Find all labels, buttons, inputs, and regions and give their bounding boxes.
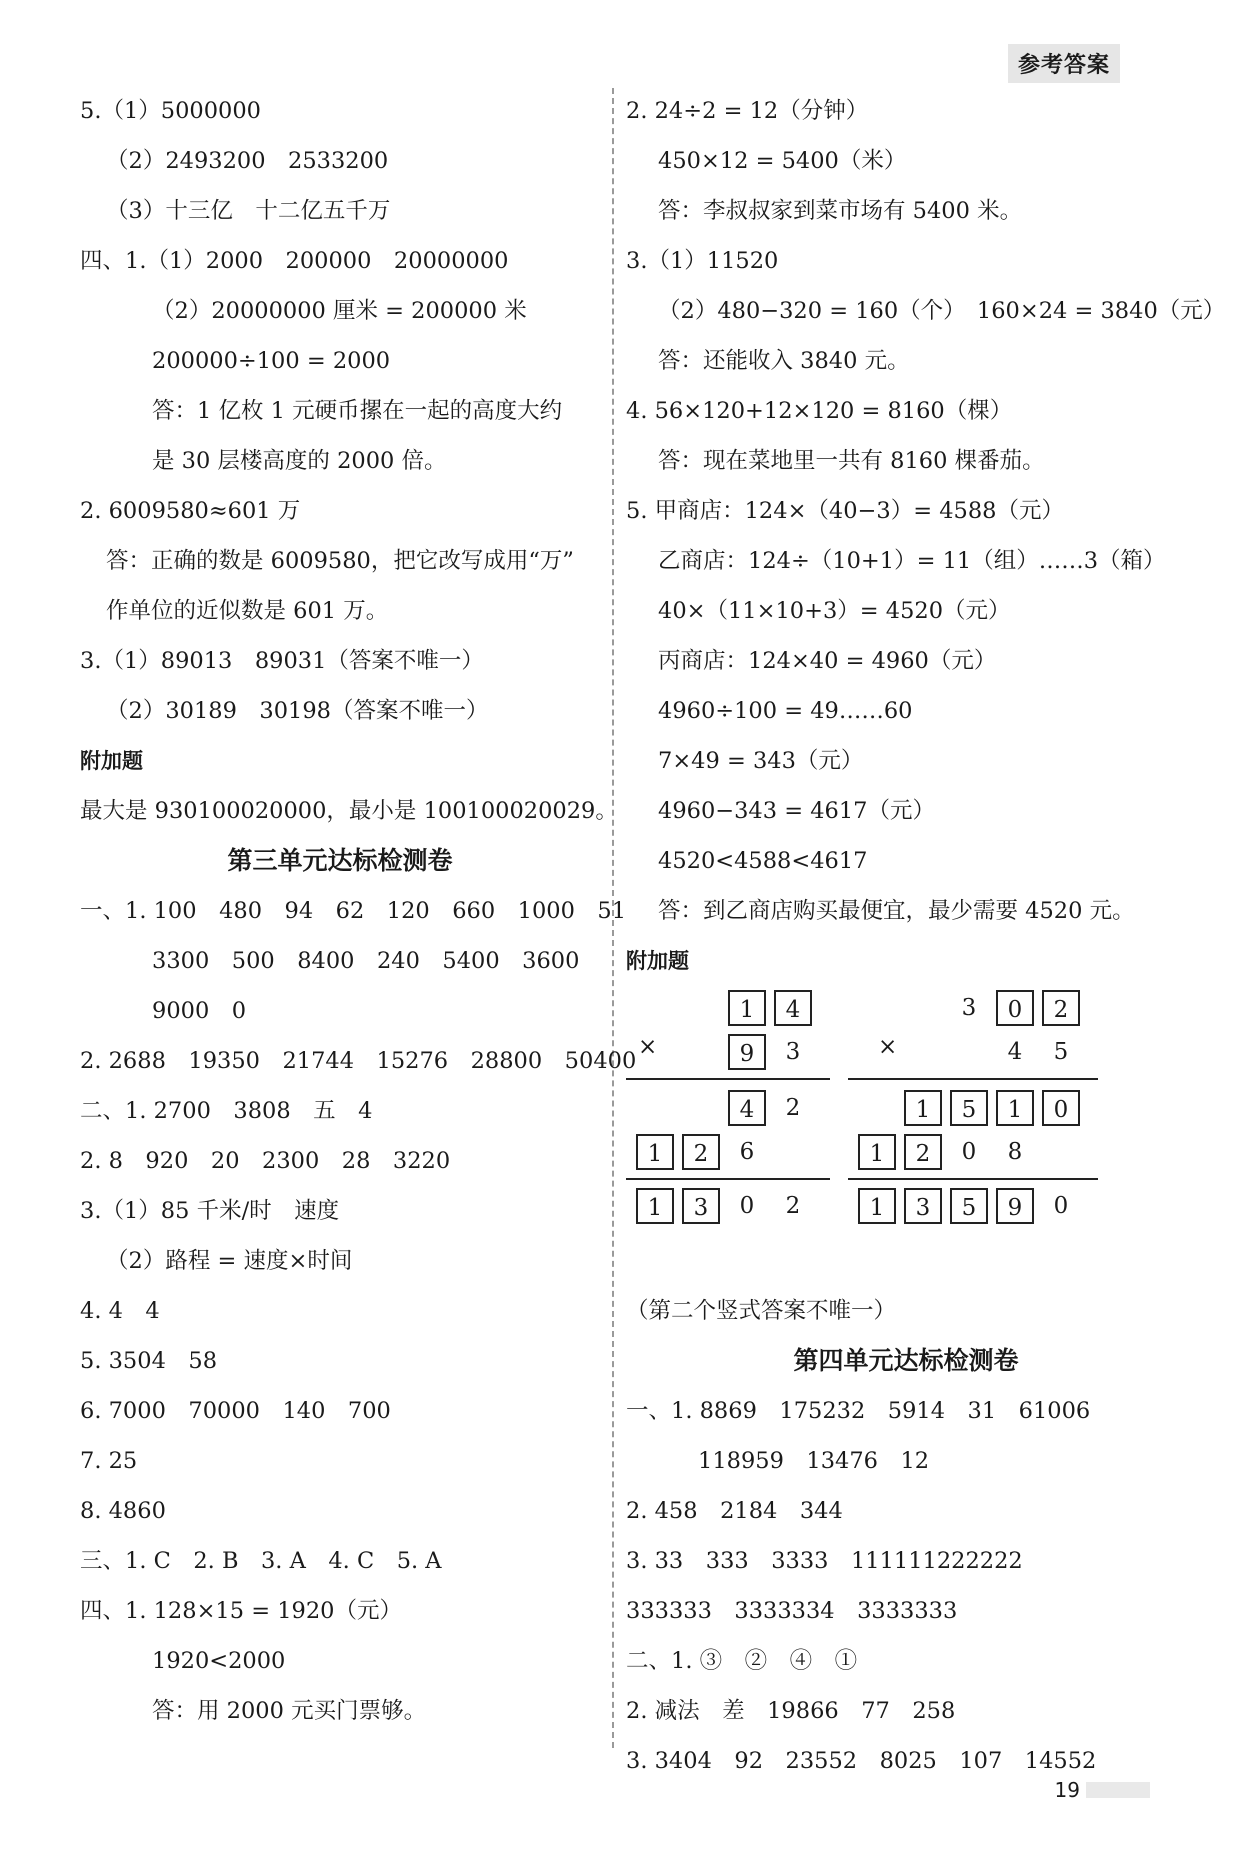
digit-box: 0 [996, 990, 1034, 1026]
digit-box: 5 [950, 1188, 988, 1224]
answer-line: 3.（1）11520 [626, 248, 779, 274]
answer-line: 333333 3333334 3333333 [626, 1598, 958, 1624]
answer-line: 是 30 层楼高度的 2000 倍。 [152, 448, 447, 474]
digit: 0 [1053, 1193, 1069, 1219]
answer-line: 答：用 2000 元买门票够。 [152, 1698, 427, 1724]
answer-line: 1920<2000 [152, 1648, 286, 1674]
rule-line [626, 1078, 830, 1080]
answer-line: 118959 13476 12 [698, 1448, 930, 1474]
answer-line: 2. 8 920 20 2300 28 3220 [80, 1148, 451, 1174]
answer-line: （2）30189 30198（答案不唯一） [106, 698, 489, 724]
answer-line: 6. 7000 70000 140 700 [80, 1398, 391, 1424]
answer-line: 200000÷100 = 2000 [152, 348, 391, 374]
puzzle-1 [626, 986, 836, 1286]
page-footer-decoration [1086, 1782, 1150, 1798]
digit-box: 1 [858, 1188, 896, 1224]
answer-line: 3.（1）89013 89031（答案不唯一） [80, 648, 484, 674]
times-sign: × [638, 1034, 658, 1060]
puzzle-note: （第二个竖式答案不唯一） [626, 1298, 897, 1324]
right-column [626, 86, 1226, 1786]
digit: 3 [961, 995, 977, 1021]
unit3-title: 第三单元达标检测卷 [227, 846, 453, 875]
digit-box: 0 [1042, 1090, 1080, 1126]
answer-line: 二、1. 2700 3808 五 4 [80, 1098, 373, 1124]
answer-line: （3）十三亿 十二亿五千万 [106, 198, 391, 224]
digit-box: 4 [728, 1090, 766, 1126]
answer-line: 4960÷100 = 49……60 [658, 698, 913, 724]
digit: 6 [739, 1139, 755, 1165]
answer-line: 2. 6009580≈601 万 [80, 498, 301, 524]
answer-line: 2. 24÷2 = 12（分钟） [626, 98, 869, 124]
digit-box: 4 [774, 990, 812, 1026]
answer-line: 3.（1）85 千米/时 速度 [80, 1198, 340, 1224]
answer-line: 答：还能收入 3840 元。 [658, 348, 910, 374]
answer-line: 答：1 亿枚 1 元硬币摞在一起的高度大约 [152, 398, 563, 424]
digit-box: 2 [904, 1134, 942, 1170]
answer-line: 40×（11×10+3）= 4520（元） [658, 598, 1011, 624]
answer-line: 二、1. ③ ② ④ ① [626, 1648, 858, 1674]
page-number: 19 [1054, 1778, 1080, 1802]
answer-line: 乙商店：124÷（10+1）= 11（组）……3（箱） [658, 548, 1166, 574]
digit-box: 1 [996, 1090, 1034, 1126]
rule-line [848, 1078, 1098, 1080]
answer-line: 四、1.（1）2000 200000 20000000 [80, 248, 509, 274]
answer-line: 答：正确的数是 6009580，把它改写成用“万” [106, 548, 574, 574]
answer-line: （2）20000000 厘米 = 200000 米 [152, 298, 527, 324]
digit-box: 9 [728, 1034, 766, 1070]
digit-box: 1 [858, 1134, 896, 1170]
digit-box: 3 [682, 1188, 720, 1224]
answer-line: 7×49 = 343（元） [658, 748, 864, 774]
answer-line: 丙商店：124×40 = 4960（元） [658, 648, 997, 674]
digit: 2 [785, 1095, 801, 1121]
multiplication-puzzles [626, 986, 1186, 1286]
answer-line: 答：现在菜地里一共有 8160 棵番茄。 [658, 448, 1045, 474]
digit-box: 1 [636, 1134, 674, 1170]
bonus-heading: 附加题 [626, 949, 689, 973]
answer-line: 4520<4588<4617 [658, 848, 868, 874]
answer-line: 2. 2688 19350 21744 15276 28800 50400 [80, 1048, 637, 1074]
digit: 3 [785, 1039, 801, 1065]
digit: 5 [1053, 1039, 1069, 1065]
answer-line: 8. 4860 [80, 1498, 166, 1524]
digit: 2 [785, 1193, 801, 1219]
answer-line: 9000 0 [152, 998, 247, 1024]
answer-line: （2）2493200 2533200 [106, 148, 389, 174]
answer-line: （2）480−320 = 160（个） 160×24 = 3840（元） [658, 298, 1226, 324]
rule-line [626, 1178, 830, 1180]
answer-line: 4960−343 = 4617（元） [658, 798, 935, 824]
digit: 0 [961, 1139, 977, 1165]
left-column [80, 86, 637, 1736]
unit4-title: 第四单元达标检测卷 [793, 1346, 1019, 1375]
answer-line: 2. 减法 差 19866 77 258 [626, 1698, 956, 1724]
answer-line: 四、1. 128×15 = 1920（元） [80, 1598, 402, 1624]
times-sign: × [878, 1034, 898, 1060]
answer-line: 3. 33 333 3333 111111222222 [626, 1548, 1023, 1574]
digit: 8 [1007, 1139, 1023, 1165]
digit-box: 2 [682, 1134, 720, 1170]
bonus-heading: 附加题 [80, 749, 143, 773]
answer-line: 4. 4 4 [80, 1298, 160, 1324]
answer-line: 作单位的近似数是 601 万。 [106, 598, 389, 624]
rule-line [848, 1178, 1098, 1180]
answer-line: 答：李叔叔家到菜市场有 5400 米。 [658, 198, 1023, 224]
answer-line: 2. 458 2184 344 [626, 1498, 843, 1524]
digit-box: 2 [1042, 990, 1080, 1026]
answer-line: 3300 500 8400 240 5400 3600 [152, 948, 580, 974]
section-tag: 参考答案 [1008, 44, 1120, 83]
answer-line: 答：到乙商店购买最便宜，最少需要 4520 元。 [658, 898, 1135, 924]
answer-line: 三、1. C 2. B 3. A 4. C 5. A [80, 1548, 442, 1574]
answer-line: 7. 25 [80, 1448, 138, 1474]
digit-box: 5 [950, 1090, 988, 1126]
digit-box: 9 [996, 1188, 1034, 1224]
digit-box: 3 [904, 1188, 942, 1224]
digit-box: 1 [728, 990, 766, 1026]
answer-line: 一、1. 8869 175232 5914 31 61006 [626, 1398, 1091, 1424]
answer-line: 5. 甲商店：124×（40−3）= 4588（元） [626, 498, 1064, 524]
answer-line: 5. 3504 58 [80, 1348, 218, 1374]
digit-box: 1 [904, 1090, 942, 1126]
answer-line: 一、1. 100 480 94 62 120 660 1000 51 [80, 898, 627, 924]
digit: 0 [739, 1193, 755, 1219]
answer-line: （2）路程 = 速度×时间 [106, 1248, 353, 1274]
answer-line: 450×12 = 5400（米） [658, 148, 907, 174]
answer-line: 最大是 930100020000，最小是 100100020029。 [80, 798, 618, 824]
digit-box: 1 [636, 1188, 674, 1224]
digit: 4 [1007, 1039, 1023, 1065]
answer-line: 3. 3404 92 23552 8025 107 14552 [626, 1748, 1097, 1774]
puzzle-2 [848, 986, 1108, 1286]
answer-line: 4. 56×120+12×120 = 8160（棵） [626, 398, 1013, 424]
answer-line: 5.（1）5000000 [80, 98, 261, 124]
